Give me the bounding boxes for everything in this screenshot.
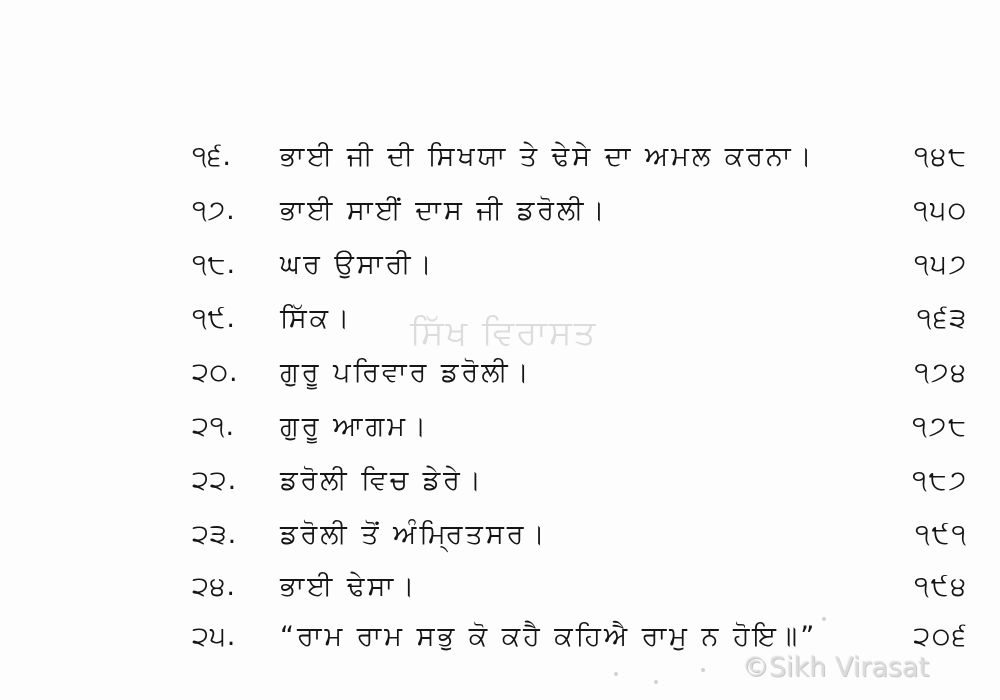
scan-speck [614,672,618,676]
entry-number: ੨੩. [192,519,238,550]
toc-entry [0,186,1000,236]
entry-number: ੧੯. [192,303,236,334]
entry-page-number: ੧੭੪ [914,357,968,388]
entry-page-number: ੧੯੪ [914,571,968,602]
toc-entry [0,510,1000,560]
entry-number: ੧੭. [192,195,236,226]
center-watermark: ਸਿੱਖ ਵਿਰਾਸਤ [410,313,598,353]
entry-page-number: ੧੫੭ [914,249,968,280]
entry-number: ੧੬. [192,141,232,172]
entry-title: ਡਰੋਲੀ ਵਿਚ ਡੇਰੇ। [280,465,485,496]
entry-page-number: ੧੫੦ [913,195,968,226]
entry-page-number: ੧੯੧ [914,519,968,550]
entry-title: ਘਰ ਉਸਾਰੀ। [280,249,435,280]
toc-entry [0,562,1000,612]
toc-entry [0,132,1000,182]
entry-number: ੨੪. [192,571,236,602]
entry-title: ਗੁਰੂ ਪਰਿਵਾਰ ਡਰੋਲੀ। [280,357,532,388]
entry-page-number: ੧੬੩ [916,303,968,334]
toc-entry [0,348,1000,398]
toc-entry [0,402,1000,452]
entry-page-number: ੧੭੮ [912,411,968,442]
entry-title: ਸਿੱਕ। [280,303,353,334]
entry-number: ੧੮. [192,249,237,280]
toc-entry [0,456,1000,506]
entry-page-number: ੧੮੭ [912,465,968,496]
entry-page-number: ੧੪੮ [913,141,968,172]
entry-title: “ਰਾਮ ਰਾਮ ਸਭੁ ਕੋ ਕਹੈ ਕਹਿਐ ਰਾਮੁ ਨ ਹੋਇ॥” [280,621,818,652]
copyright-watermark: ©Sikh Virasat [742,652,930,683]
entry-number: ੨੫. [192,621,237,652]
entry-title: ਡਰੋਲੀ ਤੋਂ ਅੰਮ੍ਰਿਤਸਰ। [280,519,548,550]
toc-entry [0,240,1000,290]
entry-title: ਗੁਰੂ ਆਗਮ। [280,411,430,442]
toc-entry [0,294,1000,344]
scan-speck [822,617,826,621]
entry-number: ੨੦. [192,357,239,388]
entry-title: ਭਾਈ ਢੇਸਾ। [280,571,418,602]
scan-speck [701,668,705,672]
entry-title: ਭਾਈ ਸਾਈਂ ਦਾਸ ਜੀ ਡਰੋਲੀ। [280,195,608,226]
entry-number: ੨੨. [192,465,238,496]
entry-number: ੨੧. [192,411,236,442]
scan-speck [654,680,658,684]
entry-page-number: ੨੦੬ [913,621,968,652]
entry-title: ਭਾਈ ਜੀ ਦੀ ਸਿਖਯਾ ਤੇ ਢੇਸੇ ਦਾ ਅਮਲ ਕਰਨਾ। [280,141,815,172]
